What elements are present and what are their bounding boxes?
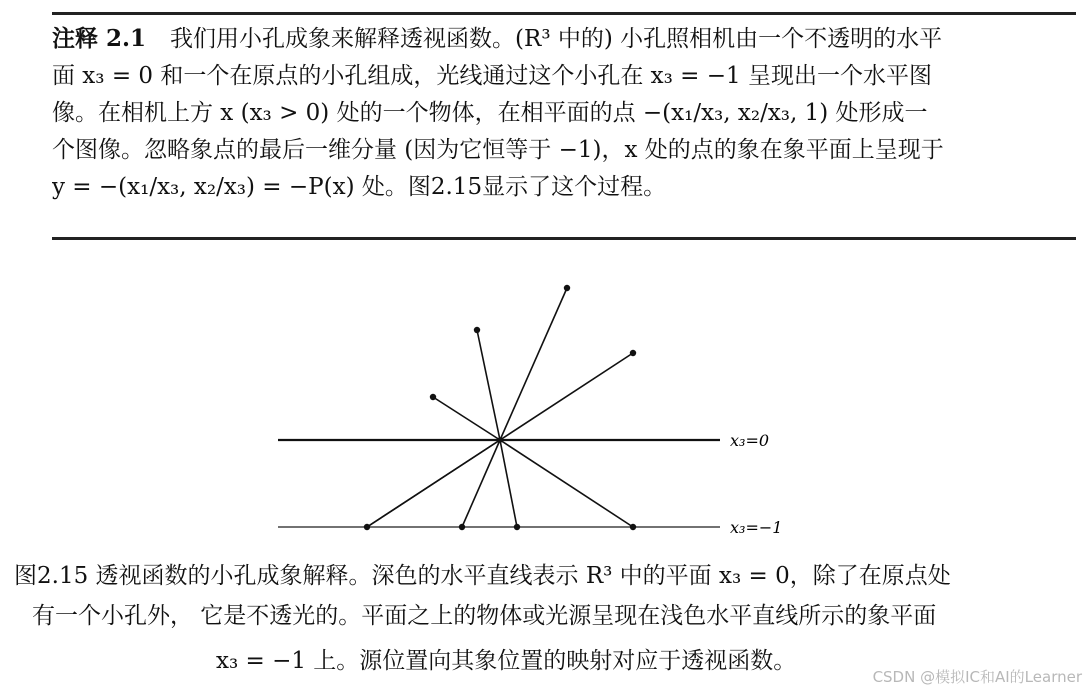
plane-bottom-label: x₃=−1 — [730, 518, 783, 537]
source-point-4 — [430, 394, 436, 400]
note-label: 注释 2.1 — [52, 25, 147, 52]
caption-line-3: x₃ = −1 上。源位置向其象位置的映射对应于透视函数。 — [216, 648, 797, 674]
note-line-2: 面 x₃ = 0 和一个在原点的小孔组成，光线通过这个小孔在 x₃ = −1 呈现出一个水平图 — [52, 63, 932, 89]
note-line-4: 个图像。忽略象点的最后一维分量 (因为它恒等于 −1)，x 处的点的象在象平面上呈现于 — [52, 137, 944, 163]
image-point-3 — [514, 524, 520, 530]
note-text-1: 我们用小孔成象来解释透视函数。(R³ 中的) 小孔照相机由一个不透明的水平 — [170, 26, 943, 52]
watermark: CSDN @模拟IC和AI的Learner — [872, 668, 1082, 686]
source-point-2 — [474, 327, 480, 333]
image-point-4 — [630, 524, 636, 530]
image-point-1 — [364, 524, 370, 530]
note-line-3: 像。在相机上方 x (x₃ > 0) 处的一个物体，在相平面的点 −(x₁/x₃, x₂/x₃, 1) 处形成一 — [52, 100, 928, 126]
pinhole-point — [497, 437, 503, 443]
plane-top-label: x₃=0 — [730, 431, 770, 450]
ray-2 — [477, 330, 500, 440]
source-point-1 — [564, 285, 570, 291]
source-point-3 — [630, 350, 636, 356]
ray-3-extension — [367, 440, 500, 527]
caption-line-2: 有一个小孔外， 它是不透光的。平面之上的物体或光源呈现在浅色水平直线所示的象平面 — [32, 603, 937, 629]
note-line-5: y = −(x₁/x₃, x₂/x₃) = −P(x) 处。图2.15显示了这个过程。 — [52, 174, 667, 200]
ray-4-extension — [500, 440, 633, 527]
image-point-2 — [459, 524, 465, 530]
caption-line-1: 图2.15 透视函数的小孔成象解释。深色的水平直线表示 R³ 中的平面 x₃ = 0，除了在原点处 — [14, 563, 951, 589]
ray-4 — [433, 397, 500, 440]
ray-2-extension — [500, 440, 517, 527]
